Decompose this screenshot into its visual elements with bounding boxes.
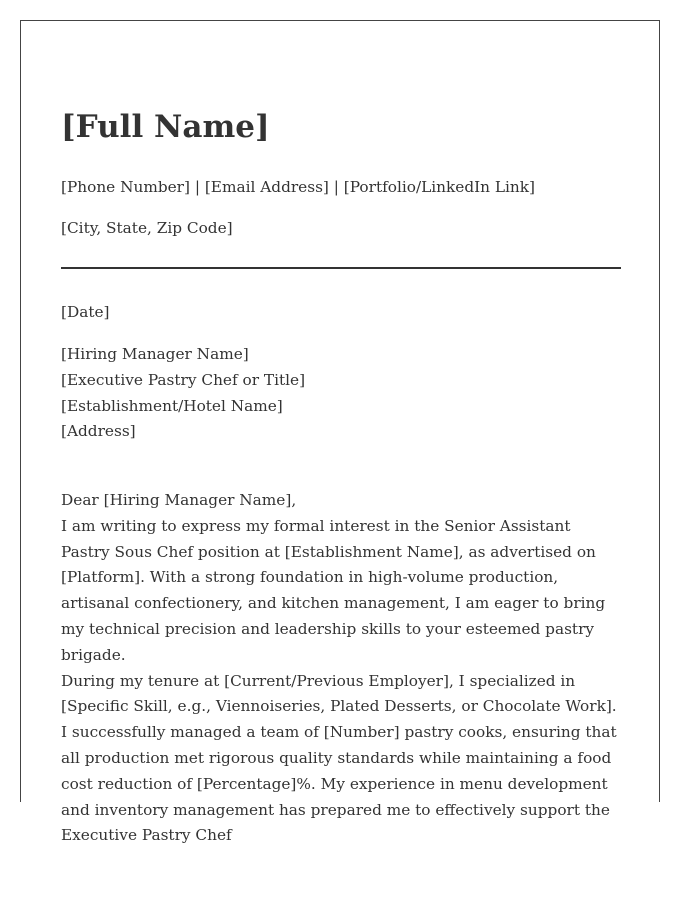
- recipient-address: [Address]: [61, 422, 136, 441]
- letter-page: [20, 20, 660, 845]
- full-name-heading: [Full Name]: [61, 109, 270, 145]
- body-paragraph: During my tenure at [Current/Previous Employer], I specialized in [Specific Skill, e.g., Viennoiseries, Plated Desserts, or Chocolate Work]. I successfully managed a team of [Number] pastry cooks, ensuring that all production met rigorous quality standards while maintaining a food cost reduction of [Percentage]%. My experience in menu development and inventory management has prepared me to effectively support the Executive Pastry Chef: [61, 671, 617, 845]
- recipient-establishment: [Establishment/Hotel Name]: [61, 396, 283, 415]
- letter-body: [61, 488, 621, 849]
- recipient-title: [Executive Pastry Chef or Title]: [61, 370, 306, 389]
- recipient-block: [61, 342, 305, 445]
- salutation: Dear [Hiring Manager Name],: [61, 491, 297, 509]
- recipient-name: [Hiring Manager Name]: [61, 345, 249, 363]
- letter-date: [Date]: [61, 303, 110, 321]
- contact-line: [Phone Number] | [Email Address] | [Portfolio/LinkedIn Link]: [61, 178, 536, 196]
- location-line: [City, State, Zip Code]: [61, 219, 233, 237]
- header-divider: [61, 267, 621, 269]
- body-paragraph: I am writing to express my formal interest in the Senior Assistant Pastry Sous Chef position at [Establishment Name], as advertised on [Platform]. With a strong foundation in high-volume production, artisanal confectionery, and kitchen management, I am eager to bring my technical precision and leadership skills to your esteemed pastry brigade.: [61, 516, 606, 664]
